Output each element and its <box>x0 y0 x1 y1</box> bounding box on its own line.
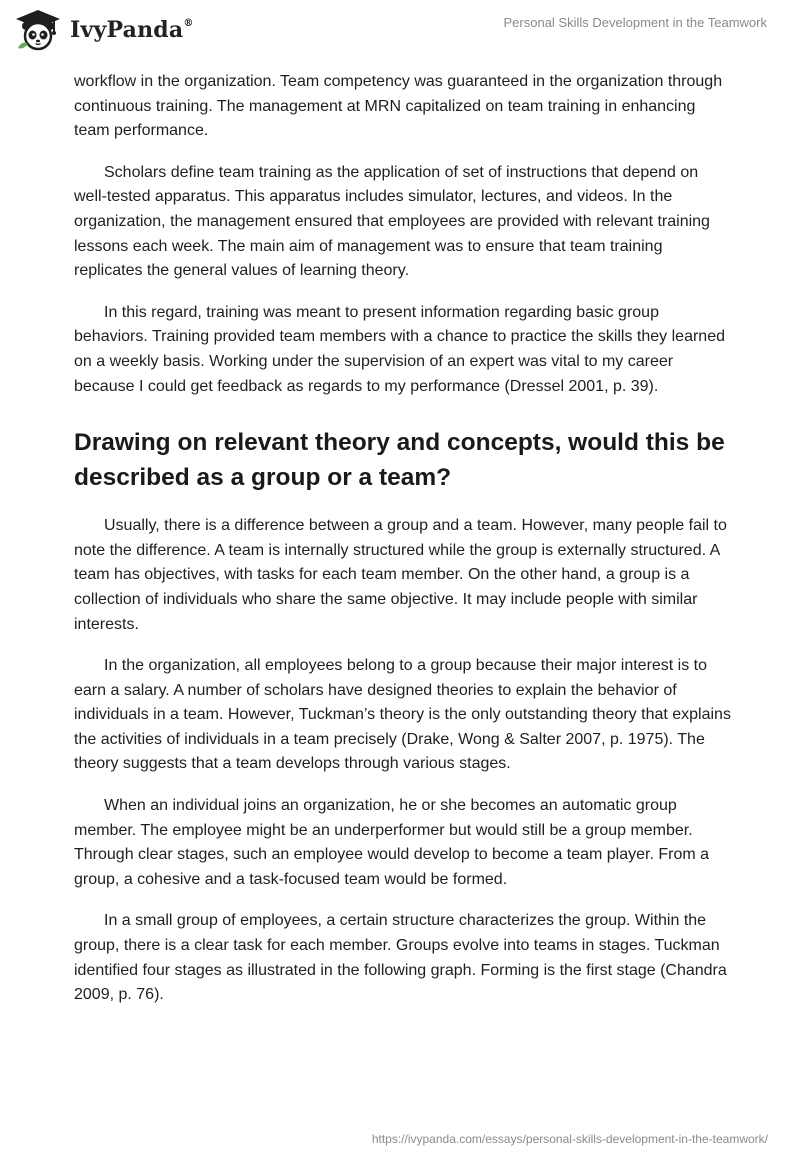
paragraph: In a small group of employees, a certain structure characterizes the group. Within the group, there is a clear task for each member. Groups evolve into teams in stages. Tuckman identified four stages as illustrated in the following graph. Forming is the first stage (Chandra 2009, p. 76). <box>74 912 727 1004</box>
paragraph: workflow in the organization. Team competency was guaranteed in the organization through continuous training. The management at MRN capitalized on team training in enhancing team performance. <box>74 73 723 140</box>
source-url-link[interactable]: https://ivypanda.com/essays/personal-skills-development-in-the-teamwork/ <box>371 1132 768 1146</box>
paragraph: Usually, there is a difference between a group and a team. However, many people fail to note the difference. A team is internally structured while the group is externally structured. A team has objectives, with tasks for each team member. On the other hand, a group is a collection of individuals who share the same objective. It may include people with similar interests. <box>74 517 727 633</box>
essay-body <box>74 70 734 1025</box>
panda-graduate-icon <box>14 8 62 52</box>
brand-name: IvyPanda® <box>70 17 194 43</box>
brand-logo[interactable] <box>14 8 194 52</box>
section-heading: Drawing on relevant theory and concepts, would this be described as a group or a team? <box>74 429 725 492</box>
paragraph: In this regard, training was meant to present information regarding basic group behaviors. Training provided team members with a chance to practice the skills they learned on a weekly basis. Working under the supervision of an expert was vital to my career because I could get feedback as regards to my performance (Dressel 2001, p. 39). <box>74 303 725 395</box>
document-title: Personal Skills Development in the Teamwork <box>503 15 767 30</box>
paragraph: When an individual joins an organization, he or she becomes an automatic group member. The employee might be an underperformer but would still be a group member. Through clear stages, such an employee would develop to become a team player. From a group, a cohesive and a task-focused team would be formed. <box>74 797 710 888</box>
paragraph: Scholars define team training as the application of set of instructions that depend on well-tested apparatus. This apparatus includes simulator, lectures, and videos. In the organization, the management ensured that employees are provided with relevant training lessons each week. The main aim of management was to ensure that team training replicates the general values of learning theory. <box>74 163 710 280</box>
page-header <box>0 0 800 64</box>
paragraph: In the organization, all employees belong to a group because their major interest is to earn a salary. A number of scholars have designed theories to explain the behavior of individuals in a team. However, Tuckman’s theory is the only outstanding theory that explains the activities of individuals in a team precisely (Drake, Wong & Salter 2007, p. 1975). The theory suggests that a team develops through various stages. <box>74 657 731 773</box>
